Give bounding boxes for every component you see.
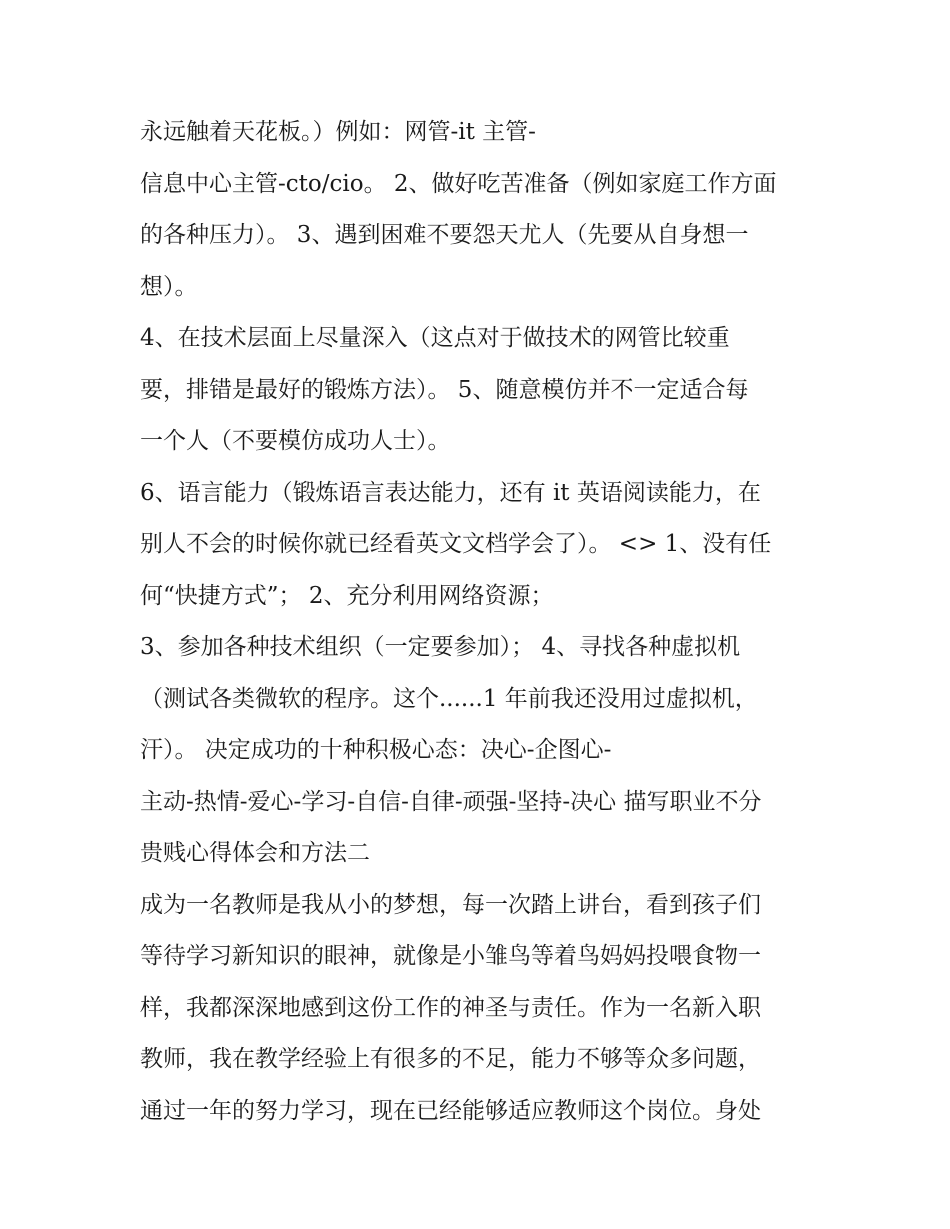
text-line: 6、语言能力（锻炼语言表达能力，还有 it 英语阅读能力，在 (140, 479, 761, 506)
text-line: 何“快捷方式”； 2、充分利用网络资源； (140, 582, 554, 609)
text-line: （测试各类微软的程序。这个......1 年前我还没用过虚拟机， (140, 685, 758, 712)
text-line: 主动-热情-爱心-学习-自信-自律-顽强-坚持-决心 描写职业不分 (140, 788, 762, 815)
text-line: 4、在技术层面上尽量深入（这点对于做技术的网管比较重 (140, 325, 730, 351)
text-line: 通过一年的努力学习，现在已经能够适应教师这个岗位。身处 (140, 1097, 761, 1124)
text-line: 汗）。 决定成功的十种积极心态：决心-企图心- (140, 737, 612, 763)
text-line: 教师，我在教学经验上有很多的不足，能力不够等众多问题， (140, 1046, 761, 1072)
text-line: 样，我都深深地感到这份工作的神圣与责任。作为一名新入职 (140, 994, 761, 1021)
text-line: 要，排错是最好的锻炼方法）。 5、随意模仿并不一定适合每 (140, 376, 749, 403)
text-line: 成为一名教师是我从小的梦想，每一次踏上讲台，看到孩子们 (140, 891, 761, 918)
text-line: 3、参加各种技术组织（一定要参加）； 4、寻找各种虚拟机 (140, 634, 741, 660)
text-line: 想）。 (140, 273, 198, 300)
text-line: 的各种压力）。 3、遇到困难不要怨天尤人（先要从自身想一 (140, 222, 749, 248)
text-line: 永远触着天花板。）例如：网管-it 主管- (140, 119, 536, 145)
text-line: 等待学习新知识的眼神，就像是小雏鸟等着鸟妈妈投喂食物一 (140, 943, 761, 969)
text-line: 一个人（不要模仿成功人士）。 (140, 428, 451, 454)
text-line: 别人不会的时候你就已经看英文文档学会了）。 <> 1、没有任 (140, 531, 772, 557)
section-title: 贵贱心得体会和方法二 (140, 840, 370, 866)
document-body (140, 107, 830, 1137)
text-line: 信息中心主管-cto/cio。 2、做好吃苦准备（例如家庭工作方面 (140, 170, 777, 197)
